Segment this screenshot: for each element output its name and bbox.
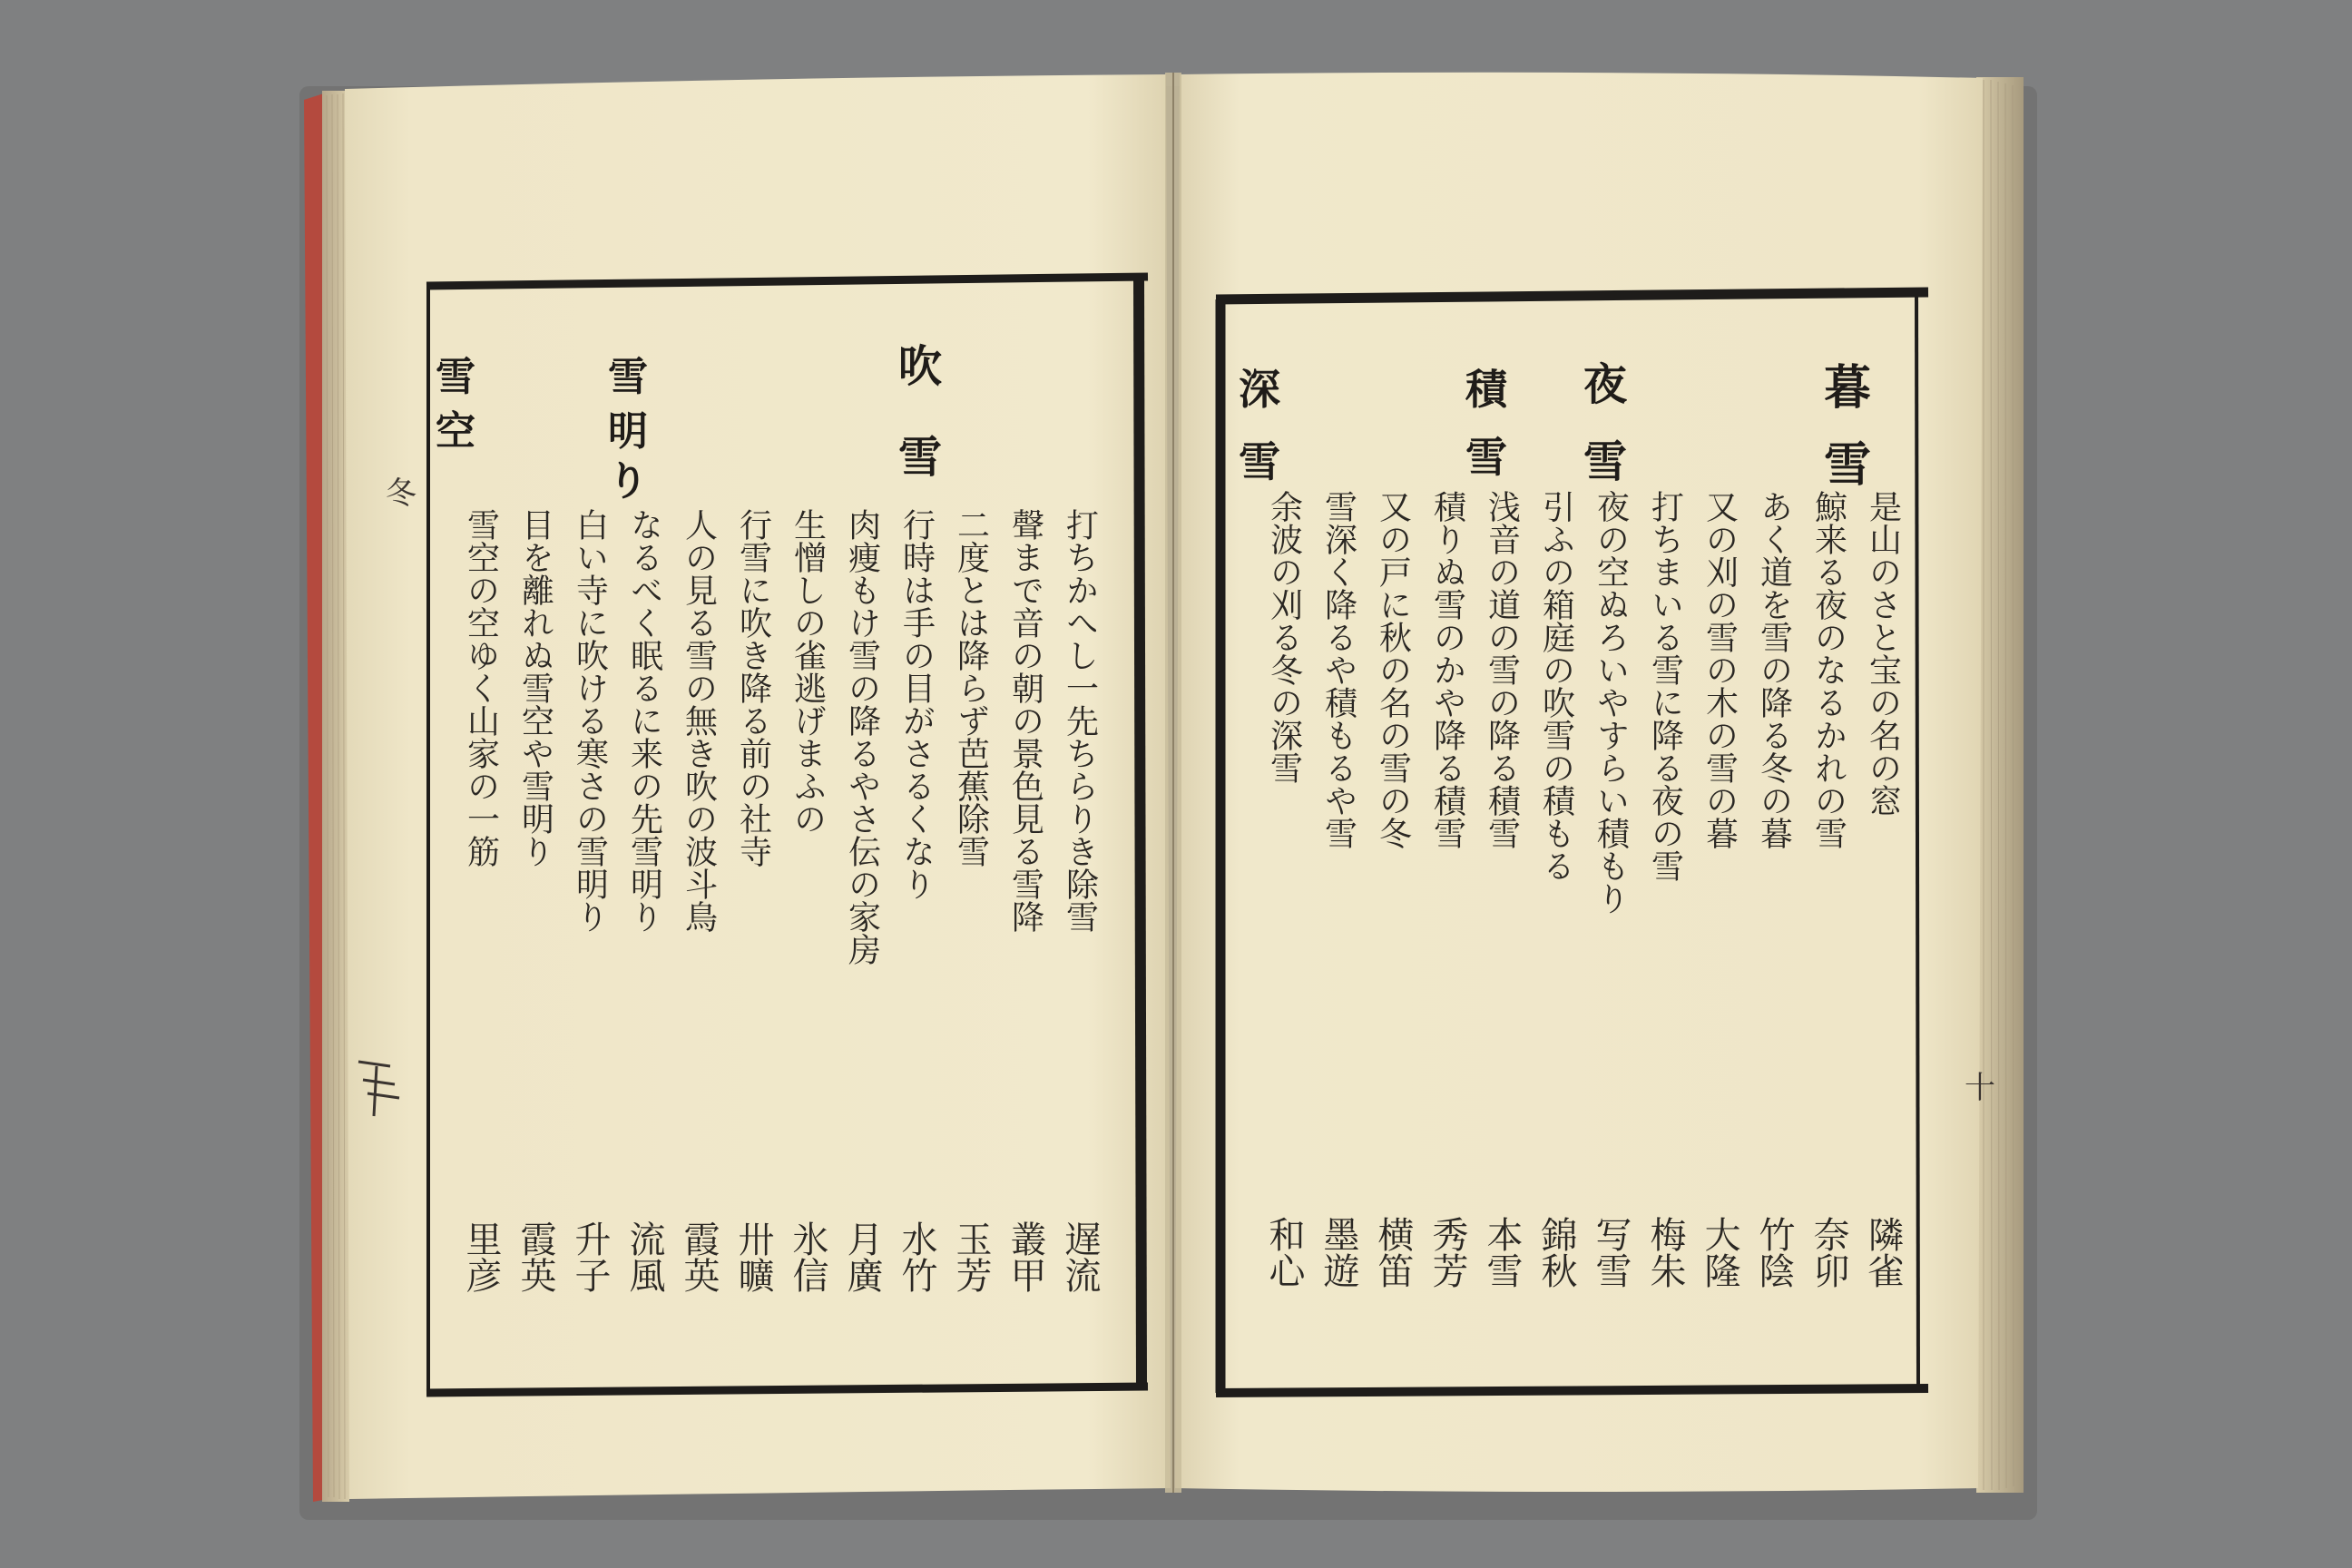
left-column-author: 遅流 (1059, 1220, 1101, 1293)
heading-fubuki-c2: 雪 (898, 432, 943, 483)
left-column-text: 目を離れぬ雪空や雪明り (516, 508, 554, 867)
left-column-text: 人の見る雪の無き吹の波斗鳥 (680, 508, 718, 933)
left-column-author: 里彦 (460, 1220, 502, 1293)
heading-yukizora: 雪 空 (436, 354, 475, 455)
left-column-text: 白い寺に吹ける寒さの雪明り (571, 508, 609, 933)
right-column-text: 浅音の道の雪の降る積雪 (1483, 490, 1521, 849)
right-column-author: 隣雀 (1862, 1216, 1904, 1289)
right-column-text: 又の戸に秋の名の雪の冬 (1374, 490, 1412, 849)
page-edges-left (322, 91, 349, 1502)
right-column-text: 余波の刈る冬の深雪 (1265, 490, 1303, 784)
right-column-text: 又の刈の雪の木の雪の暮 (1700, 490, 1739, 849)
left-column-text: 生憎しの雀逃げまふの (789, 508, 827, 835)
left-column-author: 月廣 (841, 1220, 883, 1293)
left-column-author: 霞英 (678, 1220, 720, 1293)
right-column-author: 錦秋 (1535, 1216, 1577, 1289)
left-column-author: 玉芳 (950, 1220, 992, 1293)
right-column-text: あく道を雪の降る冬の暮 (1755, 490, 1793, 849)
right-column-text: 是山のさと宝の名の窓 (1864, 490, 1902, 817)
left-column-text: 行雪に吹き降る前の社寺 (734, 508, 772, 867)
heading-yukiakari: 雪 明 り (608, 354, 648, 505)
left-column-author: 叢甲 (1004, 1220, 1046, 1293)
left-column-author: 霞英 (514, 1220, 556, 1293)
left-column-text: 聲まで音の朝の景色見る雪降 (1006, 508, 1044, 933)
right-column-author: 竹陰 (1753, 1216, 1795, 1289)
left-column-text: 肉痩もけ雪の降るやさ伝の家房 (843, 508, 881, 965)
left-column-author: 卅曠 (732, 1220, 774, 1293)
right-column-text: 引ふの箱庭の吹雪の積もる (1537, 490, 1575, 882)
right-column-text: 鯨来る夜のなるかれの雪 (1809, 490, 1847, 849)
right-column-author: 写雪 (1590, 1216, 1632, 1289)
right-column-text: 雪深く降るや積もるや雪 (1319, 490, 1357, 849)
left-column-author: 水竹 (896, 1220, 937, 1293)
left-column-text: なるべく眠るに来の先雪明り (625, 508, 663, 933)
left-column-text: 行時は手の目がさるくなり (897, 508, 936, 900)
right-column-text: 打ちまいる雪に降る夜の雪 (1646, 490, 1684, 882)
right-column-author: 和心 (1263, 1216, 1305, 1289)
right-column-author: 墨遊 (1318, 1216, 1359, 1289)
heading-yasetsu: 夜 雪 (1583, 359, 1628, 487)
right-column-author: 秀芳 (1426, 1216, 1468, 1289)
left-column-author: 氷信 (787, 1220, 828, 1293)
heading-sekisetsu: 積 雪 (1465, 365, 1507, 482)
heading-bosetsu: 暮 雪 (1824, 360, 1872, 493)
right-margin-mark: 十 (1965, 1070, 1995, 1106)
right-column-author: 本雪 (1481, 1216, 1523, 1289)
right-column-author: 奈卯 (1808, 1216, 1849, 1289)
left-column-text: 二度とは降らず芭蕉除雪 (952, 508, 990, 867)
left-column-text: 雪空の空ゆく山家の一筋 (462, 508, 500, 867)
left-column-text: 打ちかへし一先ちらりき除雪 (1061, 508, 1099, 933)
right-column-author: 横笛 (1372, 1216, 1414, 1289)
heading-shinsetsu: 深 雪 (1239, 365, 1280, 486)
left-column-author: 升子 (569, 1220, 611, 1293)
right-column-text: 夜の空ぬろいやすらい積もり (1592, 490, 1630, 915)
right-column-author: 大隆 (1699, 1216, 1740, 1289)
right-column-author: 梅朱 (1644, 1216, 1686, 1289)
left-margin-season: 冬 (386, 475, 416, 512)
right-column-text: 積りぬ雪のかや降る積雪 (1428, 490, 1466, 849)
heading-fubuki-c1: 吹 (898, 341, 943, 392)
left-column-author: 流風 (623, 1220, 665, 1293)
